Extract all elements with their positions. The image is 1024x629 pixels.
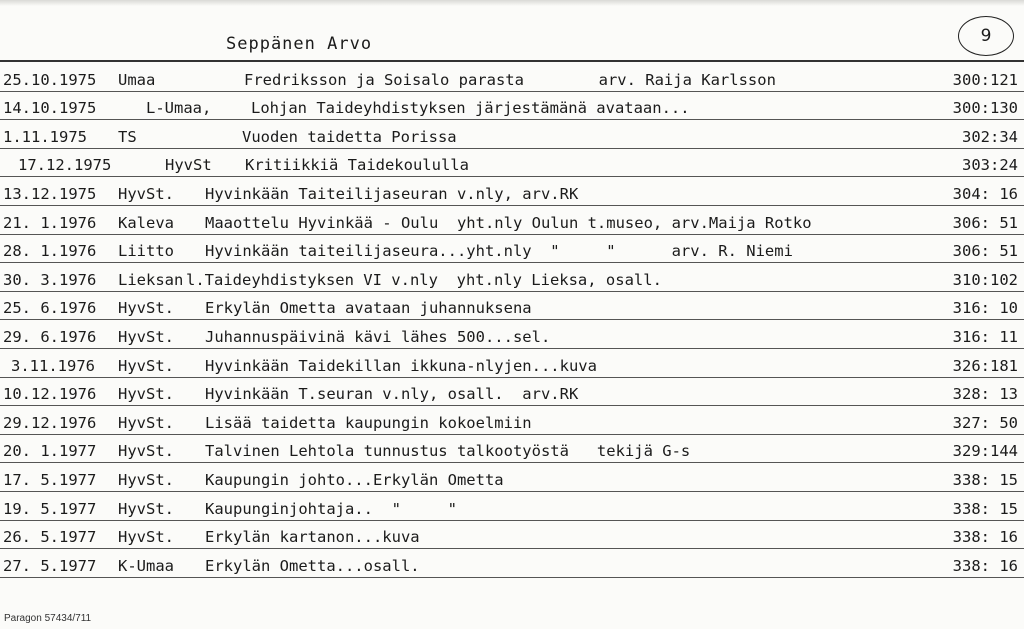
entry-date: 30. 3.1976 — [3, 270, 97, 289]
entry-title: Fredriksson ja Soisalo parasta arv. Raija Karlsson — [244, 70, 776, 89]
entry-ref: 300:121 — [952, 70, 1018, 89]
list-item — [0, 235, 1024, 264]
entry-date: 28. 1.1976 — [3, 242, 97, 261]
entry-date: 19. 5.1977 — [3, 499, 97, 518]
entry-date: 27. 5.1977 — [3, 556, 97, 575]
entry-source: HyvSt. — [118, 184, 174, 203]
entry-ref: 338: 15 — [952, 499, 1018, 518]
list-item — [0, 292, 1024, 321]
list-item — [0, 549, 1024, 578]
entry-ref: 338: 16 — [952, 528, 1018, 547]
entry-source: TS — [118, 127, 137, 146]
entry-title: Maaottelu Hyvinkää - Oulu yht.nly Oulun t.museo, arv.Maija Rotko — [205, 213, 812, 232]
card-name: Seppänen Arvo — [226, 34, 373, 54]
list-item — [0, 206, 1024, 235]
entry-source: HyvSt. — [118, 356, 174, 375]
entry-date: 29. 6.1976 — [3, 327, 97, 346]
entry-source: HyvSt. — [118, 528, 174, 547]
entry-date: 14.10.1975 — [3, 99, 97, 118]
entry-source: K-Umaa — [118, 556, 174, 575]
entry-ref: 306: 51 — [952, 213, 1018, 232]
entries-list — [0, 63, 1024, 578]
entry-date: 25. 6.1976 — [3, 299, 97, 318]
entry-title: l.Taideyhdistyksen VI v.nly yht.nly Lieksa, osall. — [186, 270, 662, 289]
list-item — [0, 263, 1024, 292]
entry-date: 17. 5.1977 — [3, 470, 97, 489]
entry-title: Hyvinkään Taiteilijaseuran v.nly, arv.RK — [205, 184, 579, 203]
entry-source: HyvSt. — [118, 442, 174, 461]
entry-ref: 326:181 — [952, 356, 1018, 375]
entry-ref: 338: 16 — [952, 556, 1018, 575]
entry-ref: 316: 10 — [952, 299, 1018, 318]
entry-title: Kaupunginjohtaja.. " " — [205, 499, 457, 518]
card-footer: Paragon 57434/711 — [4, 613, 92, 624]
entry-date: 10.12.1976 — [3, 385, 97, 404]
list-item — [0, 435, 1024, 464]
entry-date: 26. 5.1977 — [3, 528, 97, 547]
entry-ref: 304: 16 — [952, 184, 1018, 203]
list-item — [0, 349, 1024, 378]
entry-ref: 300:130 — [952, 99, 1018, 118]
entry-source: L-Umaa, — [146, 99, 212, 118]
entry-title: Lohjan Taideyhdistyksen järjestämänä avataan... — [251, 99, 690, 118]
entry-date: 25.10.1975 — [3, 70, 97, 89]
list-item — [0, 120, 1024, 149]
list-item — [0, 406, 1024, 435]
entry-source: Umaa — [118, 70, 156, 89]
entry-date: 21. 1.1976 — [3, 213, 97, 232]
list-item — [0, 463, 1024, 492]
entry-date: 29.12.1976 — [3, 413, 97, 432]
card-number: 9 — [980, 26, 992, 46]
entry-title: Talvinen Lehtola tunnustus talkootyöstä tekijä G-s — [205, 442, 691, 461]
entry-date: 17.12.1975 — [18, 156, 112, 175]
entry-title: Kaupungin johto...Erkylän Ometta — [205, 470, 504, 489]
list-item — [0, 378, 1024, 407]
list-item — [0, 492, 1024, 521]
entry-title: Kritiikkiä Taidekoululla — [245, 156, 469, 175]
list-item — [0, 521, 1024, 550]
entry-source: Lieksan — [118, 270, 184, 289]
entry-ref: 316: 11 — [952, 327, 1018, 346]
list-item — [0, 177, 1024, 206]
list-item — [0, 63, 1024, 92]
entry-title: Lisää taidetta kaupungin kokoelmiin — [205, 413, 532, 432]
entry-title: Hyvinkään T.seuran v.nly, osall. arv.RK — [205, 385, 579, 404]
entry-title: Hyvinkään taiteilijaseura...yht.nly " " arv. R. Niemi — [205, 242, 793, 261]
entry-source: HyvSt — [165, 156, 212, 175]
entry-title: Hyvinkään Taidekillan ikkuna-nlyjen...kuva — [205, 356, 597, 375]
entry-source: HyvSt. — [118, 327, 174, 346]
entry-ref: 303:24 — [962, 156, 1018, 175]
entry-title: Juhannuspäivinä kävi lähes 500...sel. — [205, 327, 551, 346]
list-item — [0, 149, 1024, 178]
entry-date: 1.11.1975 — [3, 127, 87, 146]
entry-source: HyvSt. — [118, 413, 174, 432]
entry-title: Vuoden taidetta Porissa — [242, 127, 457, 146]
entry-ref: 328: 13 — [952, 385, 1018, 404]
entry-ref: 329:144 — [952, 442, 1018, 461]
list-item — [0, 320, 1024, 349]
entry-source: HyvSt. — [118, 299, 174, 318]
header-divider — [0, 60, 1024, 62]
entry-title: Erkylän kartanon...kuva — [205, 528, 420, 547]
list-item — [0, 92, 1024, 121]
entry-ref: 306: 51 — [952, 242, 1018, 261]
entry-source: Kaleva — [118, 213, 174, 232]
entry-date: 20. 1.1977 — [3, 442, 97, 461]
card-number-circle — [958, 16, 1014, 56]
entry-ref: 327: 50 — [952, 413, 1018, 432]
entry-source: HyvSt. — [118, 470, 174, 489]
entry-source: HyvSt. — [118, 499, 174, 518]
entry-date: 13.12.1975 — [3, 184, 97, 203]
entry-ref: 338: 15 — [952, 470, 1018, 489]
entry-title: Erkylän Ometta...osall. — [205, 556, 420, 575]
card-top-edge — [0, 0, 1024, 6]
entry-source: HyvSt. — [118, 385, 174, 404]
entry-ref: 302:34 — [962, 127, 1018, 146]
entry-title: Erkylän Ometta avataan juhannuksena — [205, 299, 532, 318]
entry-source: Liitto — [118, 242, 174, 261]
entry-date: 3.11.1976 — [11, 356, 95, 375]
entry-ref: 310:102 — [952, 270, 1018, 289]
